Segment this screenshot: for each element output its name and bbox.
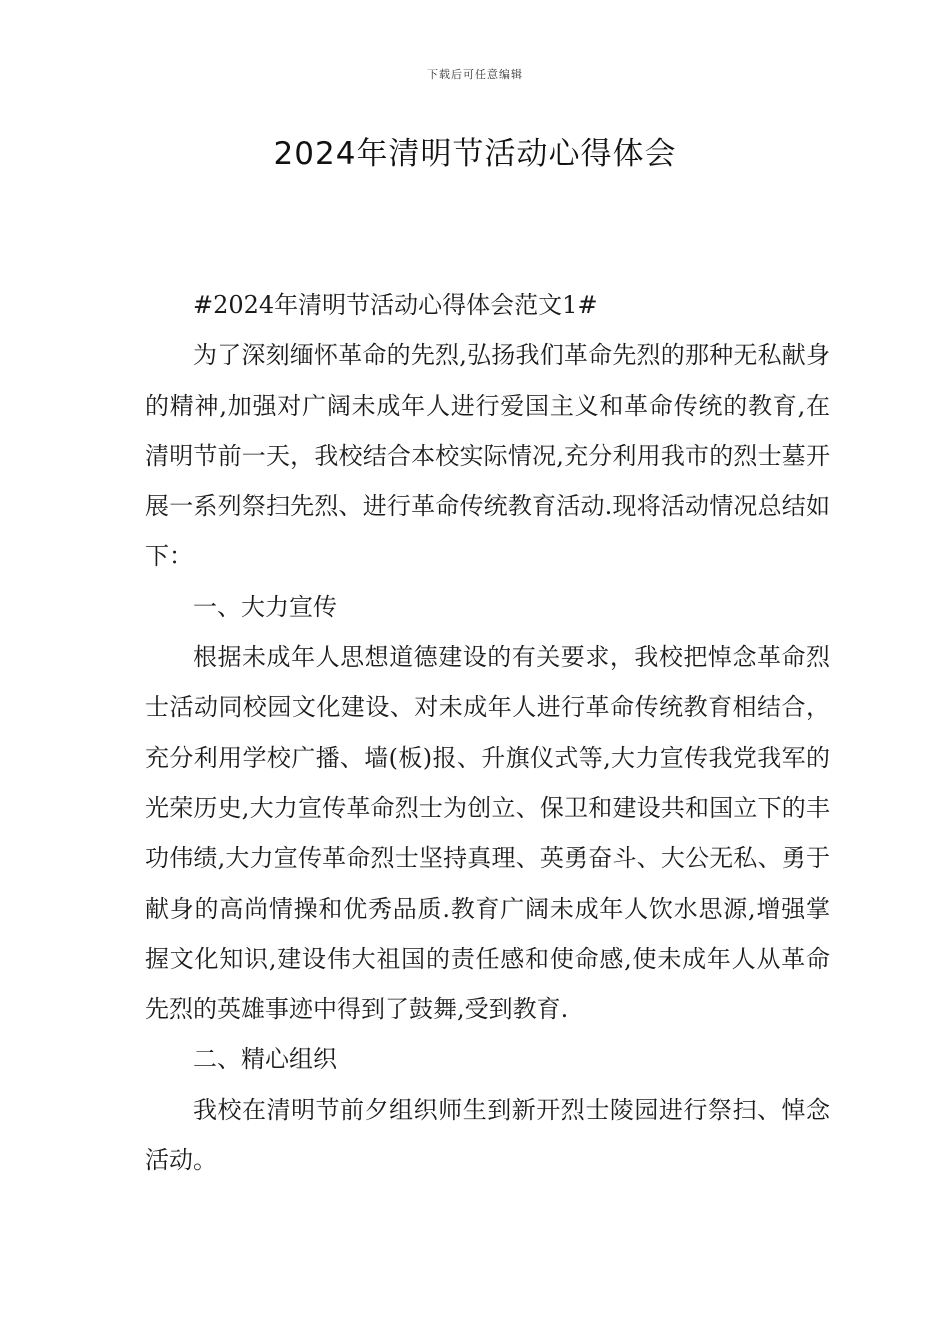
document-title: 2024年清明节活动心得体会 bbox=[273, 136, 677, 172]
document-body bbox=[145, 280, 830, 1185]
heading-organization: 二、精心组织 bbox=[193, 1045, 337, 1074]
paragraph-organization: 我校在清明节前夕组织师生到新开烈士陵园进行祭扫、悼念活动。 bbox=[145, 1095, 830, 1175]
header-note: 下载后可任意编辑 bbox=[427, 68, 523, 81]
paragraph-publicity: 根据未成年人思想道德建设的有关要求，我校把悼念革命烈士活动同校园文化建设、对未成年人进行革命传统教育相结合，充分利用学校广播、墙(板)报、升旗仪式等,大力宣传我党我军的光荣历史,大力宣传革命烈士为创立、保卫和建设共和国立下的丰功伟绩,大力宣传革命烈士坚持真理、英勇奋斗、大公无私、勇于献身的高尚情操和优秀品质.教育广阔未成年人饮水思源,增强掌握文化知识,建设伟大祖国的责任感和使命感,使未成年人从革命先烈的英雄事迹中得到了鼓舞,受到教育. bbox=[145, 643, 830, 1024]
paragraph-intro: 为了深刻缅怀革命的先烈,弘扬我们革命先烈的那种无私献身的精神,加强对广阔未成年人进行爱国主义和革命传统的教育,在清明节前一天，我校结合本校实际情况,充分利用我市的烈士墓开展一系列祭扫先烈、进行革命传统教育活动.现将活动情况总结如下： bbox=[145, 341, 830, 571]
section-marker: #2024年清明节活动心得体会范文1# bbox=[193, 291, 598, 319]
heading-publicity: 一、大力宣传 bbox=[193, 592, 337, 621]
